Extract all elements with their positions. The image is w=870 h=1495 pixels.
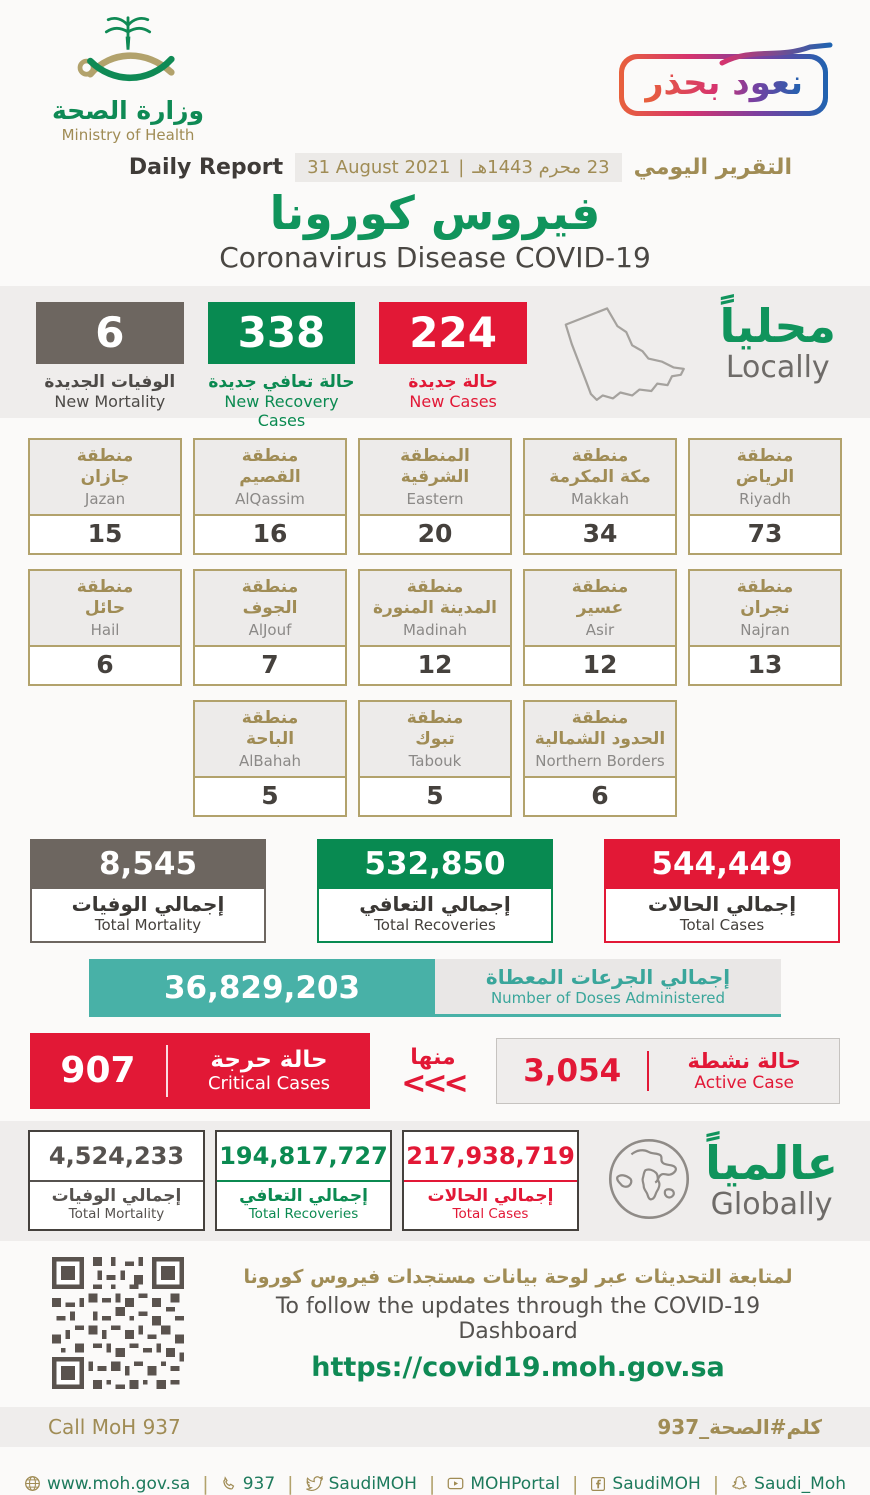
separator: | — [202, 1472, 209, 1495]
separator: | — [712, 1472, 720, 1495]
total-recoveries-label-ar: إجمالي التعافي — [359, 891, 511, 916]
locally-heading-ar: محلياً — [719, 298, 836, 353]
dashboard-url-link[interactable]: https://covid19.moh.gov.sa — [311, 1352, 725, 1384]
region-ar: منطقة — [571, 445, 629, 466]
region-card-northern-borders — [523, 700, 677, 817]
region-ar: منطقة — [571, 707, 629, 728]
critical-cases-box — [30, 1033, 370, 1109]
separator: | — [287, 1472, 294, 1495]
region-card-aljouf — [193, 569, 347, 686]
ministry-name-arabic: وزارة الصحة — [51, 96, 205, 125]
footer-website[interactable] — [24, 1474, 190, 1494]
region-ar: منطقة — [736, 445, 794, 466]
daily-report-label-ar: التقرير اليومي — [633, 154, 792, 180]
region-en: Najran — [740, 621, 790, 640]
region-value: 20 — [417, 518, 453, 548]
global-recoveries-label-ar: إجمالي التعافي — [239, 1186, 368, 1207]
globe-icon — [605, 1135, 693, 1227]
title-arabic: فيروس كورونا — [269, 186, 601, 240]
of-which-label: منها — [410, 1044, 456, 1070]
new-recovery-label-en: New Recovery Cases — [224, 391, 339, 430]
region-ar: منطقة — [736, 576, 794, 597]
total-cases-value: 544,449 — [604, 839, 840, 889]
footer-snapchat[interactable] — [731, 1474, 846, 1494]
locally-heading-en: Locally — [725, 349, 830, 385]
global-cases-label-en: Total Cases — [452, 1206, 529, 1223]
region-ar: الرياض — [735, 466, 795, 487]
regions-row-3 — [0, 700, 870, 817]
footer-twitter[interactable] — [306, 1474, 417, 1494]
region-ar: المدينة المنورة — [372, 597, 497, 618]
region-ar: منطقة — [571, 576, 629, 597]
total-mortality-card — [30, 839, 266, 943]
global-mortality-label-en: Total Mortality — [68, 1206, 165, 1223]
badge-text: نعود بحذر — [643, 63, 803, 103]
region-card-riyadh — [688, 438, 842, 555]
region-en: Jazan — [84, 490, 126, 509]
region-value: 6 — [591, 780, 609, 810]
region-value: 12 — [582, 649, 618, 679]
doses-label-ar: إجمالي الجرعات المعطاة — [485, 965, 731, 990]
globally-section — [0, 1121, 870, 1241]
footer-facebook[interactable] — [590, 1474, 700, 1494]
snapchat-icon — [731, 1475, 748, 1492]
doses-bar — [89, 959, 781, 1017]
new-recovery-stat — [200, 302, 364, 430]
new-recovery-value: 338 — [208, 302, 356, 364]
global-cases-value: 217,938,719 — [404, 1132, 577, 1182]
region-ar: منطقة — [406, 576, 464, 597]
region-ar: منطقة — [241, 707, 299, 728]
youtube-icon — [447, 1475, 464, 1492]
critical-active-row — [0, 1033, 870, 1109]
region-ar: نجران — [740, 597, 790, 618]
header — [0, 0, 870, 150]
doses-label-en: Number of Doses Administered — [490, 989, 726, 1008]
twitter-icon — [306, 1475, 323, 1492]
region-card-makkah — [523, 438, 677, 555]
region-value: 16 — [252, 518, 288, 548]
total-cases-label-ar: إجمالي الحالات — [647, 891, 797, 916]
saudi-map-icon — [543, 302, 712, 426]
region-value: 73 — [747, 518, 783, 548]
active-cases-value: 3,054 — [523, 1052, 622, 1089]
dashboard-section — [0, 1257, 870, 1393]
footer-twitter-label: SaudiMOH — [328, 1473, 417, 1494]
global-mortality-card — [28, 1130, 205, 1231]
new-mortality-stat — [28, 302, 192, 411]
date-separator: | — [458, 156, 465, 178]
locally-section — [0, 286, 870, 430]
region-card-asir — [523, 569, 677, 686]
region-ar: منطقة — [241, 445, 299, 466]
footer-snapchat-label: Saudi_Moh — [754, 1473, 846, 1494]
global-mortality-label-ar: إجمالي الوفيات — [51, 1186, 182, 1207]
global-recoveries-card — [215, 1130, 392, 1231]
region-ar: الباحة — [245, 728, 295, 749]
region-card-jazan — [28, 438, 182, 555]
global-recoveries-label-en: Total Recoveries — [248, 1206, 359, 1223]
dashboard-line-en: To follow the updates through the COVID-19 Dashboard — [275, 1294, 761, 1345]
of-which-connector — [401, 1044, 465, 1101]
new-cases-stat — [371, 302, 535, 411]
active-cases-box — [496, 1038, 840, 1104]
globally-heading-ar: عالمياً — [705, 1135, 838, 1190]
region-value: 7 — [261, 649, 279, 679]
region-value: 15 — [87, 518, 123, 548]
new-cases-value: 224 — [379, 302, 527, 364]
region-value: 34 — [582, 518, 618, 548]
separator: | — [572, 1472, 579, 1495]
region-en: AlJouf — [248, 621, 292, 640]
hashtag-label: كلم#الصحة_937 — [657, 1414, 822, 1439]
total-cases-card — [604, 839, 840, 943]
moh-logo — [48, 14, 208, 144]
call-band — [0, 1407, 870, 1447]
footer-youtube-label: MOHPortal — [470, 1473, 560, 1494]
region-en: Tabouk — [408, 752, 462, 771]
title-english: Coronavirus Disease COVID-19 — [219, 240, 651, 274]
ministry-name-english: Ministry of Health — [61, 126, 195, 145]
active-label-en: Active Case — [694, 1072, 795, 1093]
footer-facebook-label: SaudiMOH — [612, 1473, 701, 1494]
region-ar: عسير — [576, 597, 624, 618]
region-card-tabouk — [358, 700, 512, 817]
page-title — [0, 188, 870, 274]
daily-report-label-en: Daily Report — [128, 154, 284, 180]
region-ar: الحدود الشمالية — [534, 728, 666, 749]
region-ar: القصيم — [239, 466, 301, 487]
critical-label-ar: حالة حرجة — [210, 1047, 328, 1074]
critical-label-en: Critical Cases — [207, 1073, 331, 1095]
region-ar: تبوك — [415, 728, 455, 749]
qr-code — [52, 1257, 184, 1393]
region-en: Asir — [585, 621, 615, 640]
global-mortality-value: 4,524,233 — [30, 1132, 203, 1182]
new-cases-label-en: New Cases — [409, 391, 497, 411]
region-ar: حائل — [84, 597, 126, 618]
region-card-madinah — [358, 569, 512, 686]
region-ar: الجوف — [242, 597, 298, 618]
total-mortality-label-ar: إجمالي الوفيات — [71, 891, 225, 916]
region-ar: جازان — [80, 466, 130, 487]
region-value: 6 — [96, 649, 114, 679]
doses-value: 36,829,203 — [89, 959, 435, 1017]
report-date-bar — [0, 150, 870, 184]
region-en: Northern Borders — [535, 752, 665, 771]
region-en: Makkah — [571, 490, 629, 509]
chevrons-left-icon: <<< — [401, 1065, 465, 1101]
new-mortality-label-en: New Mortality — [54, 391, 166, 411]
footer-links — [0, 1473, 870, 1495]
global-cases-card — [402, 1130, 579, 1231]
active-label-ar: حالة نشطة — [687, 1048, 801, 1073]
new-recovery-label-ar: حالة تعافي جديدة — [208, 371, 355, 392]
region-ar: المنطقة — [400, 445, 470, 466]
local-totals — [0, 839, 870, 943]
region-ar: الشرقية — [400, 466, 470, 487]
new-cases-label-ar: حالة جديدة — [408, 371, 498, 392]
separator: | — [428, 1472, 436, 1495]
badge-swoosh-icon — [718, 41, 838, 71]
dashboard-line-ar: لمتابعة التحديثات عبر لوحة بيانات مستجدات فيروس كورونا — [243, 1266, 793, 1289]
new-mortality-value: 6 — [36, 302, 184, 364]
footer-website-label: www.moh.gov.sa — [46, 1473, 191, 1494]
total-mortality-value: 8,545 — [30, 839, 266, 889]
region-card-eastern — [358, 438, 512, 555]
total-recoveries-label-en: Total Recoveries — [374, 915, 496, 934]
globally-heading-en: Globally — [710, 1187, 833, 1223]
footer-youtube[interactable] — [447, 1474, 560, 1494]
region-en: Madinah — [402, 621, 468, 640]
region-value: 13 — [747, 649, 783, 679]
region-card-alqassim — [193, 438, 347, 555]
total-mortality-label-en: Total Mortality — [94, 915, 202, 934]
region-ar: منطقة — [76, 445, 134, 466]
region-value: 5 — [261, 780, 279, 810]
region-en: Hail — [90, 621, 120, 640]
region-en: AlQassim — [235, 490, 305, 509]
total-recoveries-card — [317, 839, 553, 943]
region-en: Riyadh — [739, 490, 791, 509]
region-value: 5 — [426, 780, 444, 810]
date-gregorian: 31 August 2021 — [307, 156, 451, 178]
region-card-hail — [28, 569, 182, 686]
report-dates-chip — [295, 153, 622, 182]
footer-phone[interactable] — [221, 1474, 275, 1494]
date-hijri: 23 محرم 1443هـ — [472, 156, 610, 178]
region-en: Eastern — [406, 490, 464, 509]
total-recoveries-value: 532,850 — [317, 839, 553, 889]
phone-icon — [221, 1476, 237, 1492]
footer-phone-label: 937 — [242, 1473, 276, 1494]
regions-row-1 — [0, 438, 870, 555]
global-cases-label-ar: إجمالي الحالات — [427, 1186, 554, 1207]
locally-heading — [719, 298, 842, 385]
call-moh-label: Call MoH 937 — [48, 1414, 181, 1439]
new-mortality-label-ar: الوفيات الجديدة — [44, 371, 176, 392]
region-value: 12 — [417, 649, 453, 679]
return-with-caution-badge — [619, 54, 828, 116]
regions-row-2 — [0, 569, 870, 686]
region-ar: منطقة — [406, 707, 464, 728]
region-ar: منطقة — [241, 576, 299, 597]
total-cases-label-en: Total Cases — [679, 915, 765, 934]
region-en: AlBahah — [238, 752, 302, 771]
globally-heading — [705, 1135, 842, 1223]
critical-cases-value: 907 — [60, 1050, 136, 1092]
facebook-icon — [590, 1476, 606, 1492]
region-ar: منطقة — [76, 576, 134, 597]
global-recoveries-value: 194,817,727 — [217, 1132, 390, 1182]
region-ar: مكة المكرمة — [549, 466, 651, 487]
region-card-albahah — [193, 700, 347, 817]
region-card-najran — [688, 569, 842, 686]
globe-icon — [24, 1475, 41, 1492]
